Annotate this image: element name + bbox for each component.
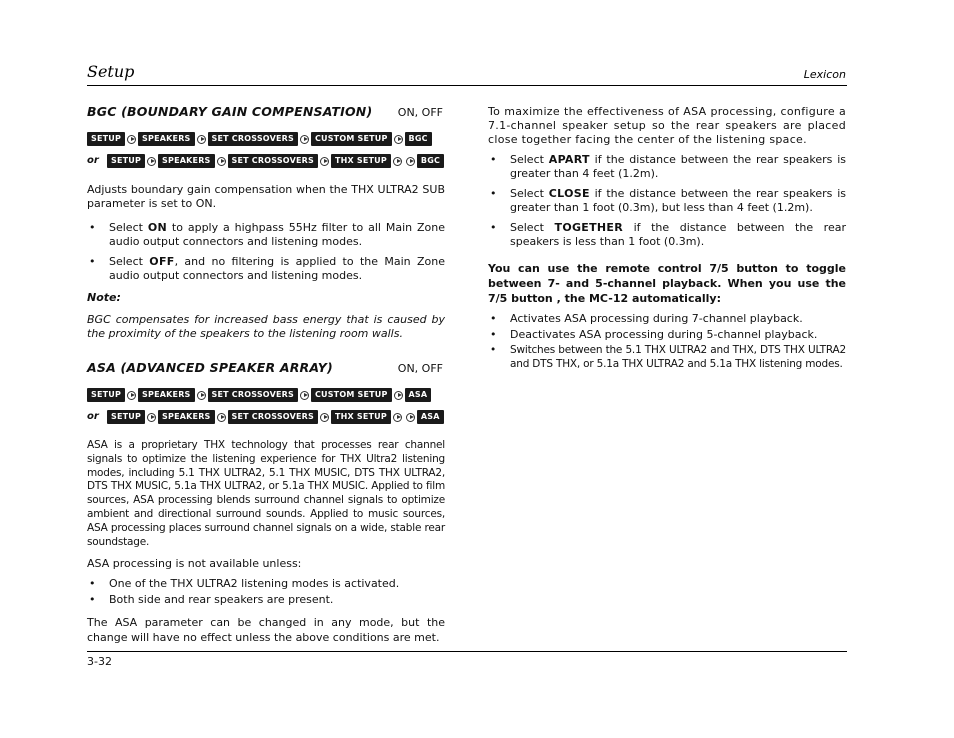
bgc-options-list [87,221,445,283]
menu-pill: SPEAKERS [158,154,214,168]
asa-conditions-list [87,577,445,607]
menu-pill: ASA [417,410,444,424]
arrow-right-icon [393,413,402,422]
menu-pill: SET CROSSOVERS [228,154,318,168]
menu-pill: SET CROSSOVERS [208,388,298,402]
arrow-right-icon [406,157,415,166]
bullet-text: if the distance between the rear speakers is greater than 1 foot (0.3m), but less than 4 feet (1.2m). [510,187,846,214]
auto-actions-list [488,312,846,371]
list-item: • One of the THX ULTRA2 listening modes is activated. [87,577,445,591]
menu-pill: SPEAKERS [138,132,194,146]
menu-pill: THX SETUP [331,154,391,168]
list-item: • Both side and rear speakers are present. [87,593,445,607]
bgc-title: BGC (BOUNDARY GAIN COMPENSATION) [87,104,373,119]
list-item [87,221,445,249]
asa-change-note: The ASA parameter can be changed in any mode, but the change will have no effect unless the above conditions are met. [87,616,445,645]
arrow-right-icon [217,413,226,422]
menu-pill: BGC [417,154,444,168]
list-item: • Switches between the 5.1 THX ULTRA2 and THX, DTS THX ULTRA2 and DTS THX, or 5.1a THX ULTRA2 and 5.1a THX listening modes. [488,344,846,371]
bullet-text: to apply a highpass 55Hz filter to all Main Zone audio output connectors and listening modes. [109,221,445,248]
bullet-text: Select [510,153,549,166]
arrow-right-icon [393,157,402,166]
asa-unavailable-text: ASA processing is not available unless: [87,557,302,571]
bullet-text: Select [510,221,555,234]
or-label: or [87,155,99,166]
menu-pill: THX SETUP [331,410,391,424]
left-column [87,105,445,645]
footer-rule [87,651,847,652]
bgc-menu-path-custom [87,131,445,147]
arrow-right-icon [127,135,136,144]
arrow-right-icon [127,391,136,400]
arrow-right-icon [320,413,329,422]
asa-title: ASA (ADVANCED SPEAKER ARRAY) [87,360,333,375]
bullet-text: if the distance between the rear speakers is less than 1 foot (0.3m). [510,221,846,248]
keyword-close: CLOSE [548,187,590,200]
remote-note: You can use the remote control 7/5 button to toggle between 7- and 5-channel playback. When you use the 7/5 button , the MC-12 automatically: [488,262,846,305]
arrow-right-icon [300,391,309,400]
arrow-right-icon [394,391,403,400]
right-column [488,105,846,371]
list-item [488,221,846,249]
header-rule [87,85,847,86]
bullet-text: Select [109,221,148,234]
page-number: 3-32 [87,655,112,668]
bgc-description: Adjusts boundary gain compensation when the THX ULTRA2 SUB parameter is set to ON. [87,183,445,210]
bgc-values: ON, OFF [397,106,443,119]
rear-spacing-list [488,153,846,249]
arrow-right-icon [320,157,329,166]
page-header-title: Setup [87,62,135,81]
menu-pill: SETUP [107,410,145,424]
note-label: Note: [87,291,121,304]
menu-pill: CUSTOM SETUP [311,388,392,402]
list-item [488,187,846,215]
menu-pill: SETUP [87,132,125,146]
keyword-on: ON [147,221,168,234]
menu-pill: SET CROSSOVERS [228,410,318,424]
arrow-right-icon [147,413,156,422]
menu-pill: CUSTOM SETUP [311,132,392,146]
arrow-right-icon [394,135,403,144]
menu-pill: SPEAKERS [138,388,194,402]
bullet-text: , and no filtering is applied to the Main Zone audio output connectors and listening modes. [109,255,445,282]
arrow-right-icon [217,157,226,166]
asa-menu-path-custom [87,387,445,403]
menu-pill: BGC [405,132,432,146]
bgc-menu-path-thx [87,153,445,169]
list-item [87,255,445,283]
bullet-text: if the distance between the rear speakers is greater than 4 feet (1.2m). [510,153,846,180]
bgc-heading [87,105,445,123]
asa-values: ON, OFF [397,362,443,375]
asa-description: ASA is a proprietary THX technology that processes rear channel signals to optimize the listening experience for THX Ultra2 listening modes, including 5.1 THX ULTRA2, 5.1 THX MUSIC, DTS THX ULTRA2, DTS THX MUSIC, 5.1a THX ULTRA2, or 5.1a THX MUSIC. Applied to film sources, ASA processing blends surround channel signals to optimize ambient and directional surround sounds. Applied to music sources, ASA processing places surround channel signals on a wide, stable rear soundstage. [87,439,445,548]
bullet-text: Select [109,255,150,268]
asa-menu-path-thx [87,409,445,425]
menu-pill: ASA [405,388,432,402]
list-item [488,153,846,181]
arrow-right-icon [197,391,206,400]
asa-intro: To maximize the effectiveness of ASA processing, configure a 7.1-channel speaker setup so the rear speakers are placed close together facing the center of the listening space. [488,105,846,146]
note-text: BGC compensates for increased bass energy that is caused by the proximity of the speakers to the listening room walls. [87,313,445,340]
menu-pill: SET CROSSOVERS [208,132,298,146]
arrow-right-icon [197,135,206,144]
arrow-right-icon [300,135,309,144]
list-item: • Activates ASA processing during 7-channel playback. [488,312,846,326]
asa-heading [87,361,445,379]
or-label: or [87,411,99,422]
list-item: • Deactivates ASA processing during 5-channel playback. [488,328,846,342]
keyword-off: OFF [149,255,175,268]
keyword-apart: APART [548,153,590,166]
menu-pill: SETUP [107,154,145,168]
bullet-text: Select [510,187,549,200]
page-header-brand: Lexicon [803,68,846,81]
keyword-together: TOGETHER [554,221,624,234]
menu-pill: SPEAKERS [158,410,214,424]
arrow-right-icon [147,157,156,166]
menu-pill: SETUP [87,388,125,402]
arrow-right-icon [406,413,415,422]
